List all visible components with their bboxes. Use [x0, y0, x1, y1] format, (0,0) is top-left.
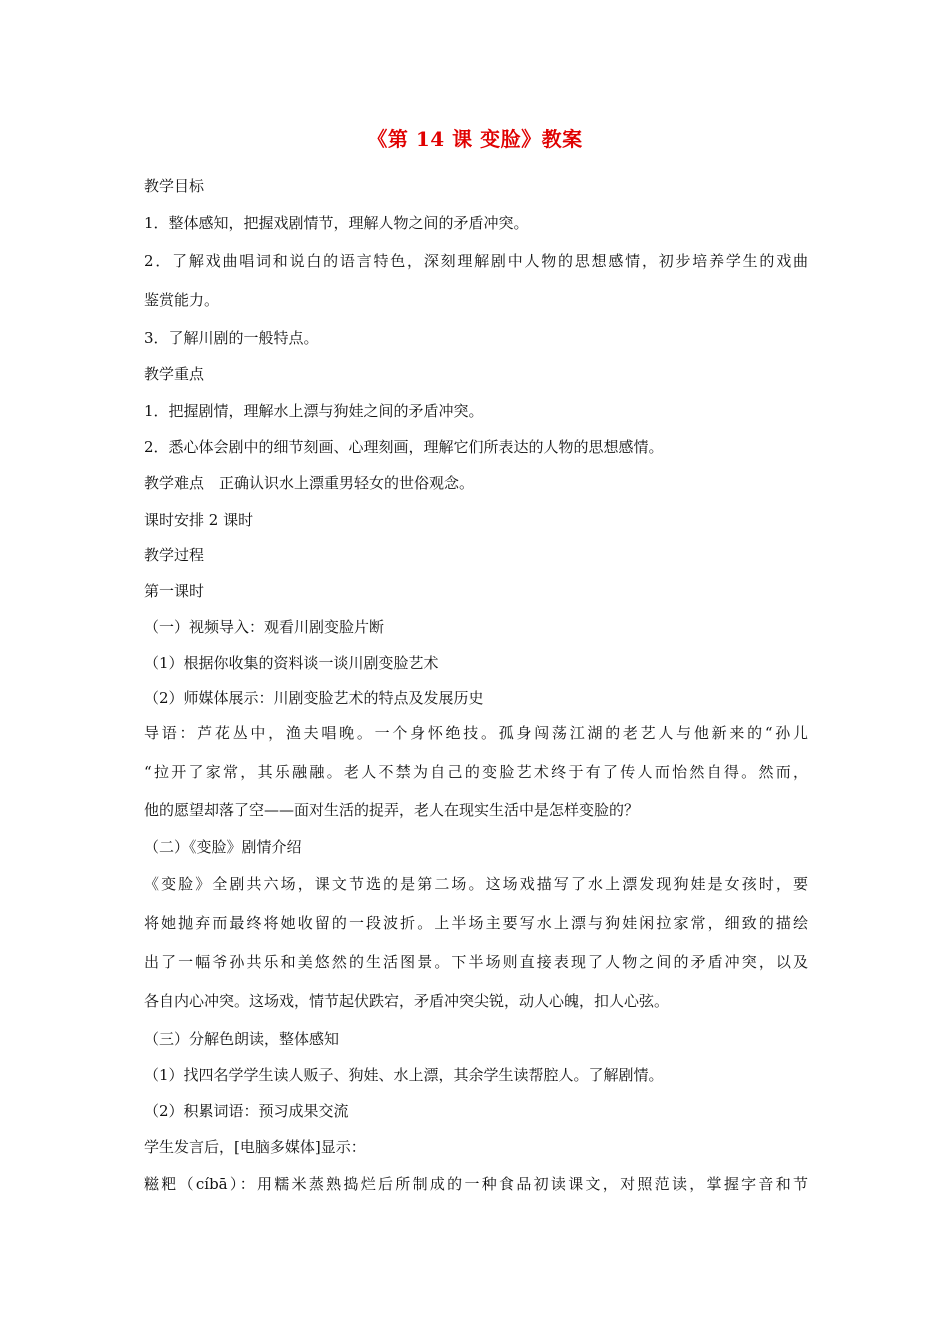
goal-1: 1．整体感知，把握戏剧情节，理解人物之间的矛盾冲突。 — [144, 214, 529, 232]
heading-teaching-goals: 教学目标 — [144, 177, 205, 195]
heading-key-points: 教学重点 — [144, 365, 205, 383]
goal-3: 3．了解川剧的一般特点。 — [144, 329, 319, 347]
plot-line-3: 出了一幅爷孙共乐和美悠然的生活图景。下半场则直接表现了人物之间的矛盾冲突，以及 — [144, 953, 808, 971]
step-3-reading: （三）分解色朗读，整体感知 — [144, 1030, 340, 1048]
goal-2-line-1: 2．了解戏曲唱词和说白的语言特色，深刻理解剧中人物的思想感情，初步培养学生的戏曲 — [144, 252, 808, 270]
step-1-item-2: （2）师媒体展示：川剧变脸艺术的特点及发展历史 — [144, 689, 484, 707]
difficult-point: 教学难点 正确认识水上漂重男轻女的世俗观念。 — [144, 474, 475, 492]
key-point-1: 1．把握剧情，理解水上漂与狗娃之间的矛盾冲突。 — [144, 402, 484, 420]
schedule: 课时安排 2 课时 — [144, 511, 254, 529]
intro-line-1: 导语：芦花丛中，渔夫唱晚。一个身怀绝技。孤身闯荡江湖的老艺人与他新来的“孙儿 — [144, 724, 808, 742]
intro-line-3: 他的愿望却落了空——面对生活的捉弄，老人在现实生活中是怎样变脸的？ — [144, 801, 640, 819]
step-2-plot: （二）《变脸》剧情介绍 — [144, 838, 302, 856]
heading-first-lesson: 第一课时 — [144, 582, 205, 600]
intro-line-2: “拉开了家常，其乐融融。老人不禁为自己的变脸艺术终于有了传人而怡然自得。然而， — [144, 763, 808, 781]
step-3-item-1: （1）找四名学学生读人贩子、狗娃、水上漂，其余学生读帮腔人。了解剧情。 — [144, 1066, 664, 1084]
vocab-ciba: 糍粑（cíbā）：用糯米蒸熟捣烂后所制成的一种食品初读课文，对照范读，掌握字音和节 — [144, 1175, 808, 1193]
document-title: 《第 14 课 变脸》教案 — [367, 127, 583, 151]
plot-line-2: 将她抛弃而最终将她收留的一段波折。上半场主要写水上漂与狗娃闲拉家常，细致的描绘 — [144, 914, 808, 932]
step-3-item-2: （2）积累词语：预习成果交流 — [144, 1102, 349, 1120]
heading-process: 教学过程 — [144, 546, 205, 564]
key-point-2: 2．悉心体会剧中的细节刻画、心理刻画，理解它们所表达的人物的思想感情。 — [144, 438, 664, 456]
step-1-item-1: （1）根据你收集的资料谈一谈川剧变脸艺术 — [144, 654, 439, 672]
plot-line-1: 《变脸》全剧共六场，课文节选的是第二场。这场戏描写了水上漂发现狗娃是女孩时，要 — [144, 875, 808, 893]
display-note: 学生发言后，[电脑多媒体]显示： — [144, 1138, 366, 1156]
plot-line-4: 各自内心冲突。这场戏，情节起伏跌宕，矛盾冲突尖锐，动人心魄，扣人心弦。 — [144, 992, 670, 1010]
goal-2-line-2: 鉴赏能力。 — [144, 291, 220, 309]
step-1-video-intro: （一）视频导入：观看川剧变脸片断 — [144, 618, 385, 636]
